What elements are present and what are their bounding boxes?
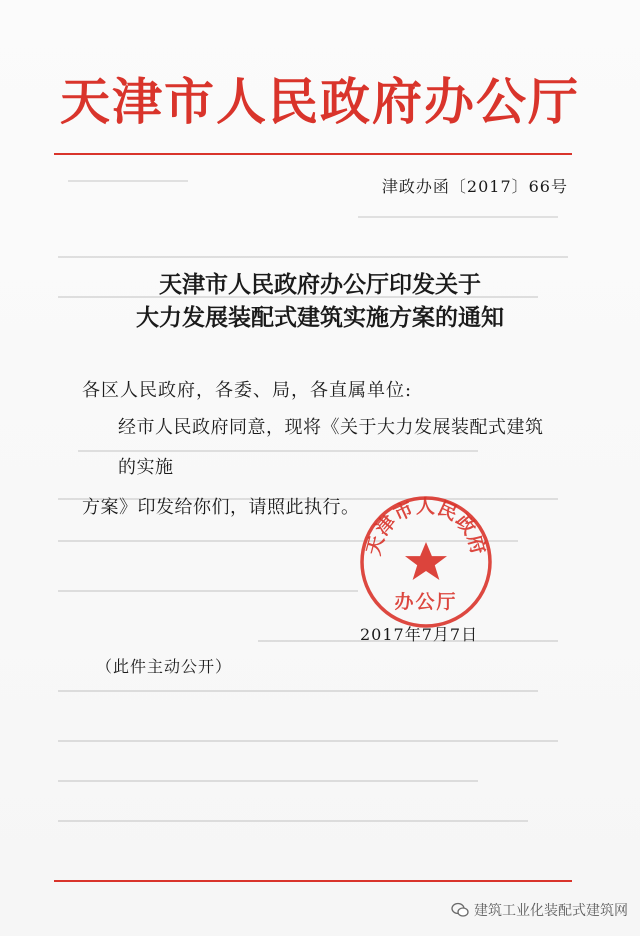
issue-date: 2017年7月7日 xyxy=(360,625,479,644)
red-divider-bottom xyxy=(54,880,572,882)
publicity-note: （此件主动公开） xyxy=(96,657,233,676)
seal-top-text: 天津市人民政府 xyxy=(362,495,490,558)
document-title xyxy=(60,268,580,334)
seal-bottom-text: 办公厅 xyxy=(394,591,458,613)
source-watermark xyxy=(451,900,628,920)
document-number: 津政办函〔2017〕66号 xyxy=(381,177,568,196)
title-line-2: 大力发展装配式建筑实施方案的通知 xyxy=(136,304,504,331)
issuer-header: 天津市人民政府办公厅 xyxy=(60,72,580,131)
official-seal xyxy=(358,494,494,630)
title-line-1: 天津市人民政府办公厅印发关于 xyxy=(159,271,481,298)
salutation: 各区人民政府，各委、局，各直属单位: xyxy=(82,380,413,401)
star-icon xyxy=(405,542,447,580)
chat-bubble-icon xyxy=(451,902,469,918)
red-divider-top xyxy=(54,153,572,155)
watermark-text: 建筑工业化装配式建筑网 xyxy=(474,903,628,919)
body-line-2: 方案》印发给你们，请照此执行。 xyxy=(82,497,360,518)
body-line-1: 经市人民政府同意，现将《关于大力发展装配式建筑的实施 xyxy=(118,417,544,478)
